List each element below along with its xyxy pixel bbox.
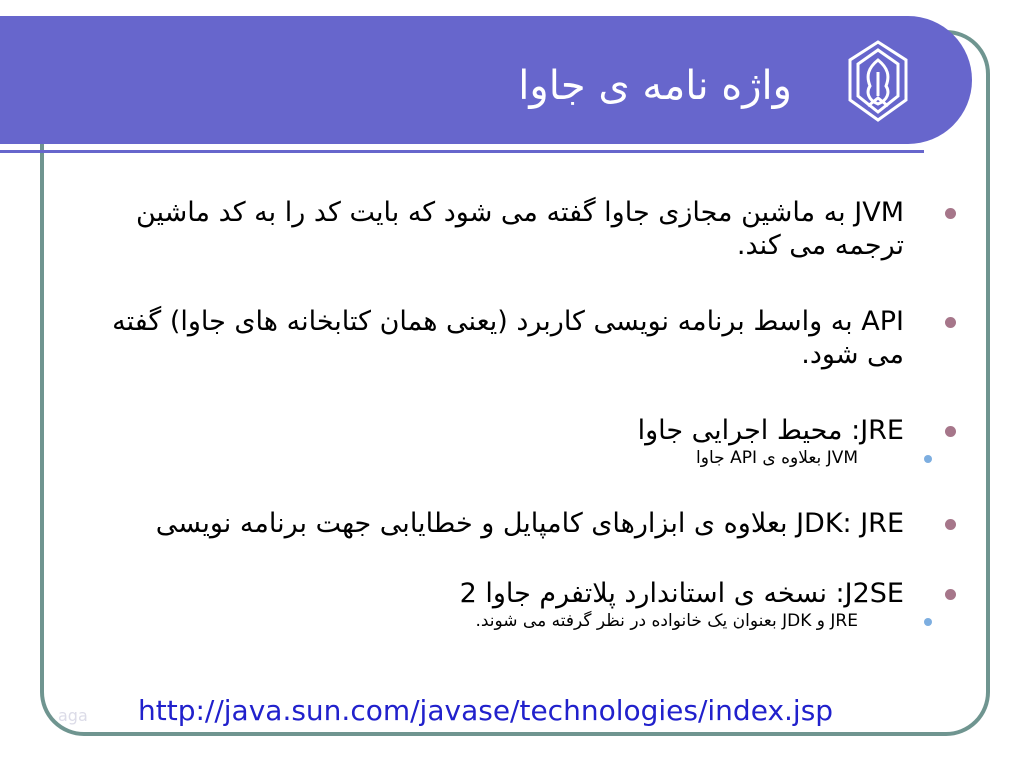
- sub-bullet-text: JRE و JDK بعنوان یک خانواده در نظر گرفته می شوند.: [475, 611, 858, 631]
- bullet-dot: [945, 519, 956, 530]
- university-emblem-icon: [840, 38, 916, 124]
- watermark-text: aga: [58, 706, 88, 725]
- slide-content: [96, 196, 926, 632]
- title-bar: [0, 16, 972, 144]
- list-item: [96, 507, 926, 540]
- bullet-text: JRE: محیط اجرایی جاوا: [637, 415, 904, 446]
- title-underline: [0, 150, 924, 153]
- list-item: [96, 196, 926, 262]
- bullet-text: API به واسط برنامه نویسی کاربرد (یعنی همان کتابخانه های جاوا) گفته می شود.: [112, 306, 904, 370]
- bullet-text: JDK: JRE بعلاوه ی ابزارهای کامپایل و خطایابی جهت برنامه نویسی: [155, 508, 904, 539]
- bullet-dot: [945, 208, 956, 219]
- sub-list-item: [96, 447, 926, 469]
- sub-list-item: [96, 610, 926, 632]
- list-item: [96, 414, 926, 447]
- sub-bullet-dot: [924, 618, 932, 626]
- list-item: [96, 305, 926, 371]
- list-item: [96, 577, 926, 610]
- bullet-text: J2SE: نسخه ی استاندارد پلاتفرم جاوا 2: [459, 578, 904, 609]
- bullet-dot: [945, 589, 956, 600]
- slide-title: واژه نامه ی جاوا: [518, 63, 792, 109]
- sub-bullet-dot: [924, 455, 932, 463]
- bullet-dot: [945, 317, 956, 328]
- reference-link[interactable]: http://java.sun.com/javase/technologies/index.jsp: [138, 694, 834, 727]
- sub-bullet-text: JVM بعلاوه ی API جاوا: [696, 448, 858, 468]
- bullet-text: JVM به ماشین مجازی جاوا گفته می شود که بایت کد را به کد ماشین ترجمه می کند.: [135, 197, 904, 261]
- bullet-dot: [945, 426, 956, 437]
